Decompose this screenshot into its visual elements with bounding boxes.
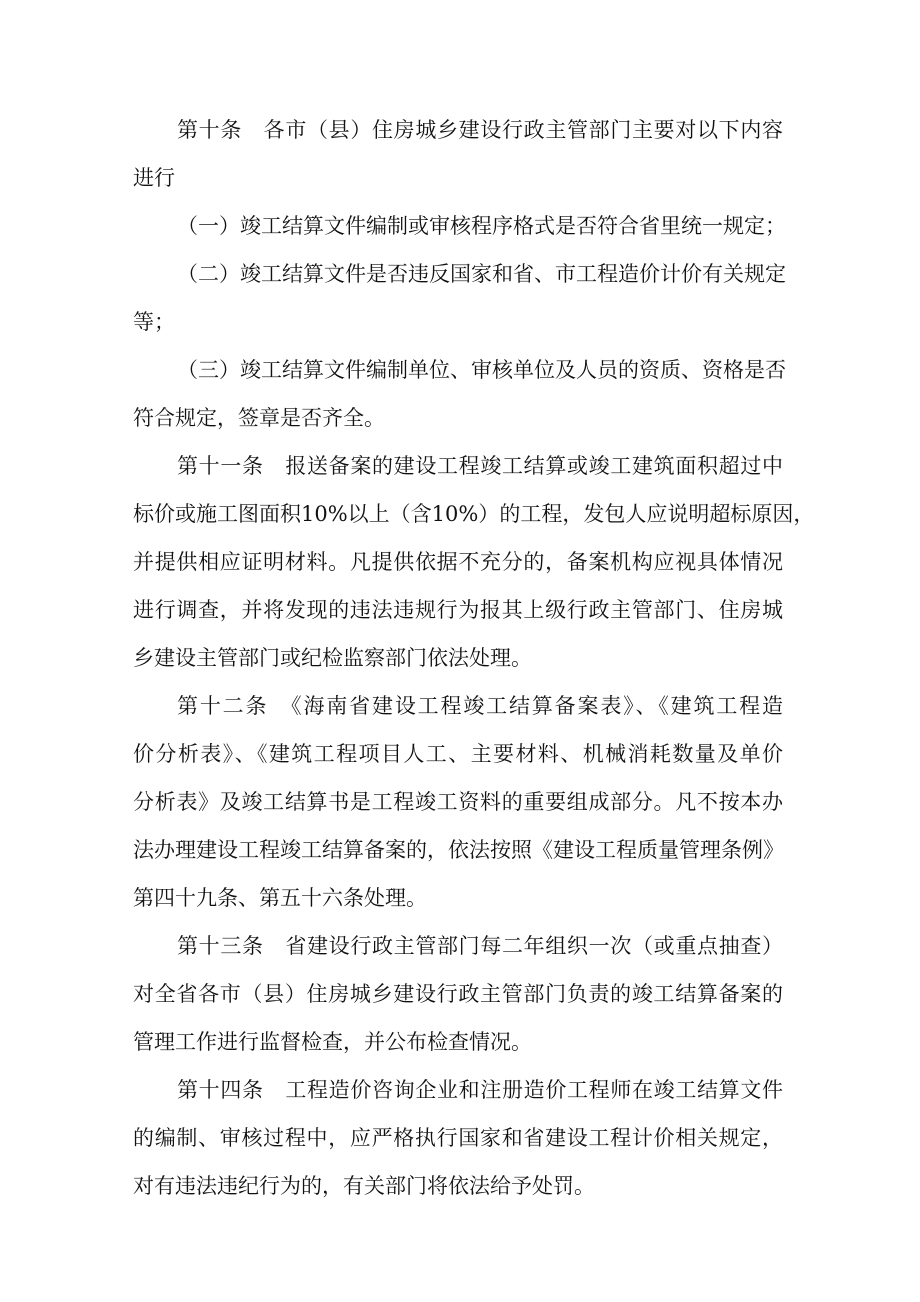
article-12-line-1: 第十二条 《海南省建设工程竣工结算备案表》、《建筑工程造: [177, 694, 783, 718]
article-11-line-5: 乡建设主管部门或纪检监察部门依法处理。: [133, 646, 532, 670]
article-12-line-5: 第四十九条、第五十六条处理。: [133, 886, 427, 910]
item-3-line-2: 符合规定，签章是否齐全。: [133, 406, 385, 430]
item-3-line-1: （三）竣工结算文件编制单位、审核单位及人员的资质、资格是否: [177, 358, 786, 382]
article-14-line-3: 对有违法违纪行为的，有关部门将依法给予处罚。: [133, 1174, 595, 1198]
article-14-line-1: 第十四条 工程造价咨询企业和注册造价工程师在竣工结算文件: [177, 1078, 783, 1102]
article-12-line-3: 分析表》及竣工结算书是工程竣工资料的重要组成部分。凡不按本办: [133, 790, 783, 814]
article-12-line-4: 法办理建设工程竣工结算备案的，依法按照《建设工程质量管理条例》: [133, 838, 784, 862]
article-11-line-4: 进行调查，并将发现的违法违规行为报其上级行政主管部门、住房城: [133, 598, 783, 622]
item-2-line-1: （二）竣工结算文件是否违反国家和省、市工程造价计价有关规定: [177, 262, 786, 286]
item-2-line-2: 等；: [133, 310, 175, 334]
article-14-line-2: 的编制、审核过程中，应严格执行国家和省建设工程计价相关规定，: [133, 1126, 783, 1150]
article-11-line-2: 标价或施工图面积10%以上（含10%）的工程，发包人应说明超标原因，: [133, 502, 815, 526]
article-11-line-3: 并提供相应证明材料。凡提供依据不充分的，备案机构应视具体情况: [133, 550, 783, 574]
article-13-line-2: 对全省各市（县）住房城乡建设行政主管部门负责的竣工结算备案的: [133, 982, 783, 1006]
article-13-line-3: 管理工作进行监督检查，并公布检查情况。: [133, 1030, 532, 1054]
article-10-line-2: 进行: [133, 166, 175, 190]
article-11-line-1: 第十一条 报送备案的建设工程竣工结算或竣工建筑面积超过中: [177, 454, 783, 478]
item-1-line-1: （一）竣工结算文件编制或审核程序格式是否符合省里统一规定；: [177, 214, 786, 238]
article-12-line-2: 价分析表》、《建筑工程项目人工、主要材料、机械消耗数量及单价: [133, 742, 783, 766]
article-10-line-1: 第十条 各市（县）住房城乡建设行政主管部门主要对以下内容: [177, 118, 783, 142]
article-13-line-1: 第十三条 省建设行政主管部门每二年组织一次（或重点抽查）: [177, 934, 783, 958]
